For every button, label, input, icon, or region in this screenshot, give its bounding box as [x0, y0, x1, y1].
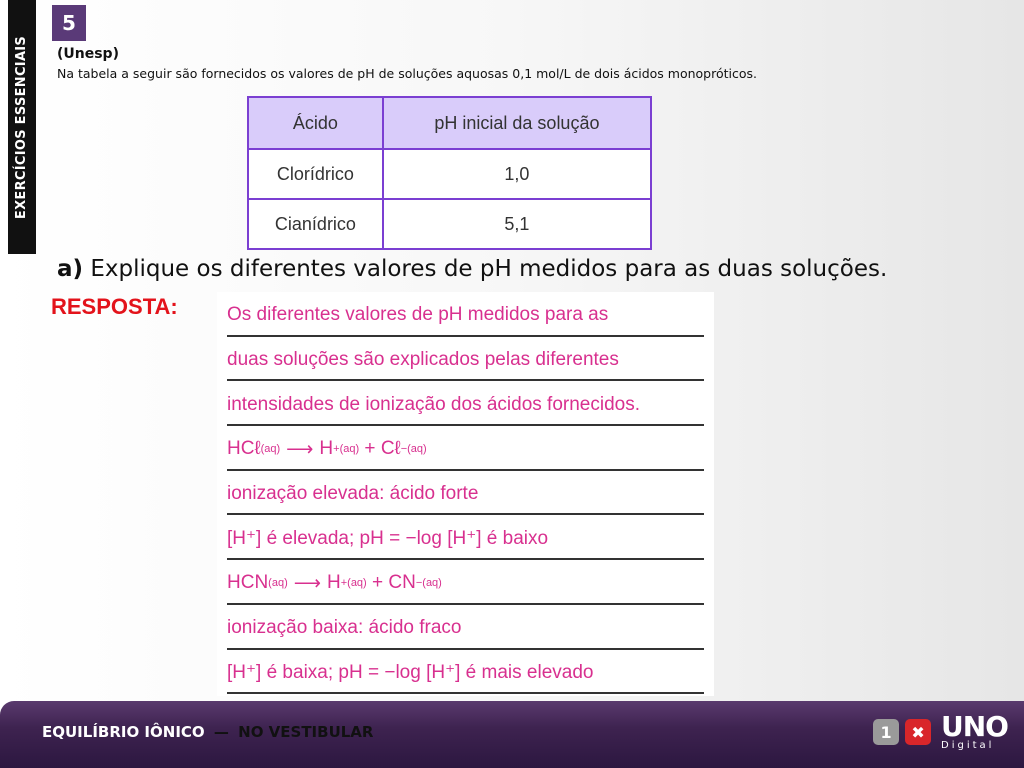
- eq-reagent: HCN: [227, 572, 269, 594]
- question-intro: Na tabela a seguir são fornecidos os valores de pH de soluções aquosas 0,1 mol/L de dois ácidos monopróticos.: [57, 66, 758, 81]
- answer-label: RESPOSTA:: [51, 294, 178, 319]
- item-a-question: [57, 256, 887, 282]
- eq-product: Cℓ: [380, 438, 401, 460]
- item-a-letter: a): [57, 256, 84, 282]
- table-row: [248, 199, 651, 249]
- eq-charge: −: [415, 577, 423, 590]
- table-header-row: [248, 97, 651, 149]
- eq-state: (aq): [422, 577, 442, 590]
- eq-charge: +: [333, 443, 340, 456]
- eq-charge: −: [400, 443, 408, 456]
- answer-line: Os diferentes valores de pH medidos para as: [227, 292, 704, 337]
- eq-state: (aq): [339, 443, 360, 456]
- logo-x-icon: ✖: [905, 719, 931, 745]
- eq-product: CN: [388, 572, 416, 594]
- item-a-text: Explique os diferentes valores de pH medidos para as duas soluções.: [90, 256, 888, 282]
- logo-wordmark: [941, 710, 1008, 751]
- question-number-badge: 5: [52, 5, 86, 41]
- eq-plus: +: [372, 572, 384, 594]
- question-source: (Unesp): [57, 46, 119, 62]
- eq-plus: +: [364, 438, 376, 460]
- answer-line: duas soluções são explicados pelas diferentes: [227, 337, 704, 382]
- answer-box: [217, 292, 714, 696]
- cell-ph-value: 5,1: [383, 199, 651, 249]
- eq-reagent: HCℓ: [227, 438, 261, 460]
- answer-line: [H⁺] é baixa; pH = −log [H⁺] é mais elevado: [227, 650, 704, 695]
- eq-product: H: [319, 438, 334, 460]
- cell-acid-name: Clorídrico: [248, 149, 383, 199]
- header-ph: pH inicial da solução: [383, 97, 651, 149]
- acid-table: [247, 96, 652, 250]
- logo-word: UNO: [941, 710, 1008, 743]
- footer-bar: [0, 701, 1024, 768]
- equation-hcn: [227, 560, 704, 605]
- section-sidebar: [8, 0, 36, 254]
- answer-line: ionização baixa: ácido fraco: [227, 605, 704, 650]
- footer-dash: —: [213, 723, 229, 741]
- footer-title: [42, 723, 373, 741]
- logo-sub: Digital: [941, 740, 995, 751]
- section-label: EXERCÍCIOS ESSENCIAIS: [14, 35, 30, 219]
- answer-line: [H⁺] é elevada; pH = −log [H⁺] é baixo: [227, 515, 704, 560]
- eq-product: H: [326, 572, 341, 594]
- header-acid: Ácido: [248, 97, 383, 149]
- eq-charge: +: [340, 577, 348, 590]
- eq-state: (aq): [407, 443, 427, 456]
- cell-acid-name: Cianídrico: [248, 199, 383, 249]
- cell-ph-value: 1,0: [383, 149, 651, 199]
- eq-state: (aq): [260, 443, 281, 456]
- uno-digital-logo: [873, 710, 1008, 751]
- reaction-arrow-icon: ⟶: [293, 572, 321, 594]
- logo-one-icon: 1: [873, 719, 899, 745]
- table-row: [248, 149, 651, 199]
- eq-state: (aq): [268, 577, 288, 590]
- reaction-arrow-icon: ⟶: [286, 438, 314, 460]
- eq-state: (aq): [347, 577, 367, 590]
- equation-hcl: [227, 426, 704, 471]
- footer-subtitle: NO VESTIBULAR: [238, 723, 374, 741]
- footer-topic: EQUILÍBRIO IÔNICO: [42, 723, 205, 741]
- answer-line: ionização elevada: ácido forte: [227, 471, 704, 516]
- answer-line: intensidades de ionização dos ácidos fornecidos.: [227, 381, 704, 426]
